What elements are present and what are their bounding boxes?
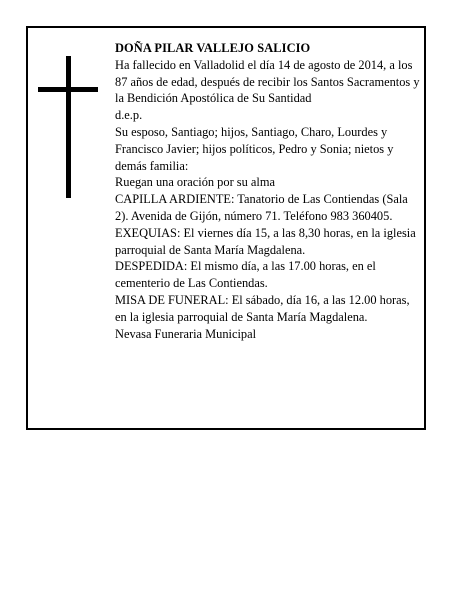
cross-icon [38, 56, 98, 198]
rip-line: d.e.p. [115, 108, 143, 123]
funeral-rites-info: EXEQUIAS: El viernes día 15, a las 8,30 horas, en la iglesia parroquial de Santa María Magdalena. [115, 225, 416, 257]
prayer-request: Ruegan una oración por su alma [115, 175, 275, 190]
cross-horizontal-bar [38, 87, 98, 92]
funeral-home: Nevasa Funeraria Municipal [115, 326, 257, 341]
chapel-info: CAPILLA ARDIENTE: Tanatorio de Las Contiendas (Sala 2). Avenida de Gijón, número 71. Teléfono 983 360405. [115, 192, 408, 223]
family-list: Su esposo, Santiago; hijos, Santiago, Charo, Lourdes y Francisco Javier; hijos políticos, Pedro y Sonia; nietos y demás familia: [115, 124, 394, 173]
obituary-text [115, 40, 421, 342]
deceased-name: DOÑA PILAR VALLEJO SALICIO [115, 41, 311, 55]
farewell-info: DESPEDIDA: El mismo día, a las 17.00 horas, en el cementerio de Las Contiendas. [115, 259, 376, 291]
death-announcement: Ha fallecido en Valladolid el día 14 de agosto de 2014, a los 87 años de edad, después de recibir los Santos Sacramentos y la Bendición Apostólica de Su Santidad [115, 57, 420, 106]
funeral-mass-info: MISA DE FUNERAL: El sábado, día 16, a las 12.00 horas, en la iglesia parroquial de Santa María Magdalena. [115, 292, 410, 324]
cross-vertical-bar [66, 56, 71, 198]
obituary-notice [26, 26, 426, 430]
